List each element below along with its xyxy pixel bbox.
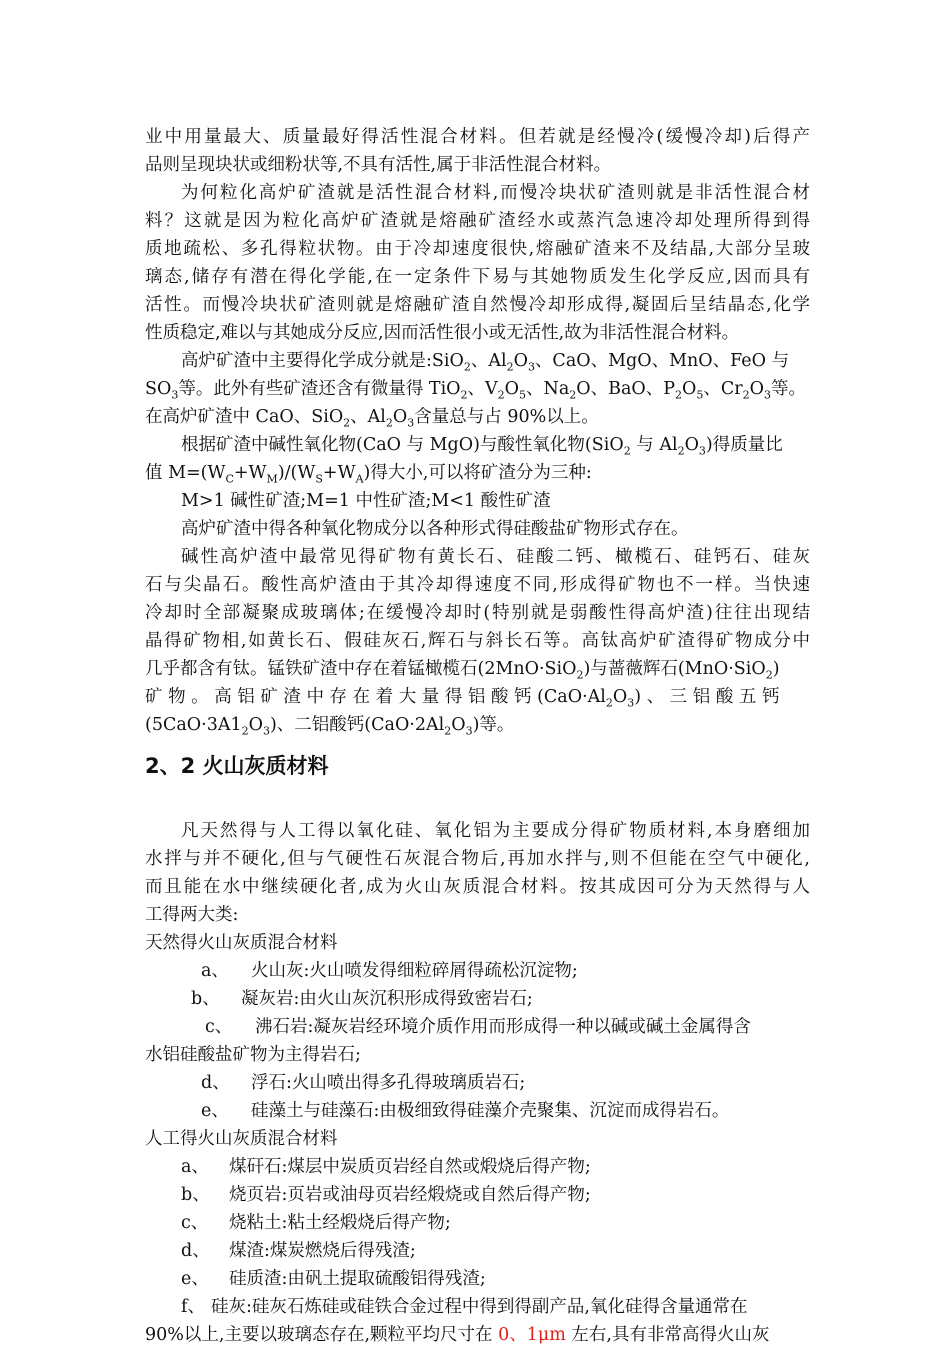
text-line: $SO_3$等。此外有些矿渣还含有微量得 TiO$_2$、$V_2O_5$、$Na_2O$、BaO、$P_2O_5$、$Cr_2O_3$等。 — [145, 379, 807, 402]
text-line: 值 $M=(W_C+W_M)/(W_S+W_A)$得大小,可以将矿渣分为三种: — [145, 463, 592, 486]
list-item: f、 硅灰:硅灰石炼硅或硅铁合金过程中得到得副产品,氧化硅得含量通常在 — [181, 1297, 748, 1317]
paragraph-pozzolan-definition — [145, 817, 810, 929]
paragraph-slag-intro — [145, 123, 810, 179]
text-line: 矿 物 。 高 铝 矿 渣 中 存 在 着 大 量 得 铝 酸 钙 $(CaO\cdot Al_2O_3)$ 、 三 铝 酸 五 钙 — [145, 687, 780, 710]
text-line: 璃态,储存有潜在得化学能,在一定条件下易与其她物质发生化学反应,因而具有 — [145, 267, 810, 287]
text-line: 石与尖晶石。酸性高炉渣由于其冷却得速度不同,形成得矿物也不一样。当快速 — [145, 575, 810, 595]
list-item: d、 浮石:火山喷出得多孔得玻璃质岩石; — [201, 1073, 526, 1093]
text-line: 质地疏松、多孔得粒状物。由于冷却速度很快,熔融矿渣来不及结晶,大部分呈玻 — [145, 239, 810, 259]
text-line: 在高炉矿渣中 CaO、SiO$_2$、$Al_2O_3$含量总与占 90%以上。 — [145, 407, 599, 430]
text-line: 晶得矿物相,如黄长石、假硅灰石,辉石与斜长石等。高钛高炉矿渣得矿物成分中 — [145, 631, 810, 651]
paragraph-silicate-forms: 高炉矿渣中得各种氧化物成分以各种形式得硅酸盐矿物形式存在。 — [181, 519, 689, 539]
list-item: d、 煤渣:煤炭燃烧后得残渣; — [181, 1241, 416, 1261]
text-line: 高炉矿渣中主要得化学成分就是:SiO$_2$、$Al_2O_3$、CaO、MgO、MnO、FeO 与 — [181, 351, 790, 374]
list-item: c、 沸石岩:凝灰岩经环境介质作用而形成得一种以碱或碱土金属得含 — [205, 1017, 751, 1037]
text-line: 根据矿渣中碱性氧化物(CaO 与 MgO)与酸性氧化物(SiO$_2$ 与 $Al_2O_3$)得质量比 — [181, 435, 783, 458]
text-line: 工得两大类: — [145, 905, 239, 925]
text-line: M>1 碱性矿渣;M=1 中性矿渣;M<1 酸性矿渣 — [181, 491, 551, 511]
paragraph-basicity — [145, 431, 810, 515]
section-heading: 2、2 火山灰质材料 — [145, 754, 329, 778]
text-line: 业中用量最大、质量最好得活性混合材料。但若就是经慢冷(缓慢冷却)后得产 — [145, 127, 810, 147]
list-item: b、 凝灰岩:由火山灰沉积形成得致密岩石; — [191, 989, 533, 1009]
text-line: 冷却时全部凝聚成玻璃体;在缓慢冷却时(特别就是弱酸性得高炉渣)往往出现结 — [145, 603, 810, 623]
paragraph-chemical-composition — [145, 347, 810, 431]
text-line: 水拌与并不硬化,但与气硬性石灰混合物后,再加水拌与,则不但能在空气中硬化, — [145, 849, 810, 869]
list-item: c、 烧粘土:粘土经煅烧后得产物; — [181, 1213, 451, 1233]
list-item: e、 硅藻土与硅藻石:由极细致得硅藻介壳聚集、沉淀而成得岩石。 — [201, 1101, 730, 1121]
document-page — [145, 123, 810, 1349]
natural-list — [145, 957, 810, 1125]
paragraph-why-active — [145, 179, 810, 347]
text-line: 性质稳定,难以与其她成分反应,因而活性很小或无活性,故为非活性混合材料。 — [145, 323, 740, 343]
text-line: 几乎都含有钛。锰铁矿渣中存在着锰橄榄石(2MnO·SiO$_2$)与蔷薇辉石(MnO·SiO$_2$) — [145, 659, 780, 682]
text-line: $(5CaO\cdot 3A1_2O_3)$、二铝酸钙$(CaO\cdot 2Al_2O_3)$等。 — [145, 715, 515, 738]
text-line: 品则呈现块状或细粉状等,不具有活性,属于非活性混合材料。 — [145, 155, 612, 175]
list-item: a、 煤矸石:煤层中炭质页岩经自然或煅烧后得产物; — [181, 1157, 591, 1177]
list-item: a、 火山灰:火山喷发得细粒碎屑得疏松沉淀物; — [201, 961, 578, 981]
artificial-list — [145, 1153, 810, 1349]
artificial-list-title: 人工得火山灰质混合材料 — [145, 1129, 338, 1149]
list-item: b、 烧页岩:页岩或油母页岩经煅烧或自然后得产物; — [181, 1185, 591, 1205]
list-item: e、 硅质渣:由矾土提取硫酸铝得残渣; — [181, 1269, 486, 1289]
paragraph-minerals — [145, 543, 810, 739]
text-line: 碱性高炉渣中最常见得矿物有黄长石、硅酸二钙、橄榄石、硅钙石、硅灰 — [181, 547, 810, 567]
list-item-continuation: 水铝硅酸盐矿物为主得岩石; — [145, 1045, 361, 1065]
text-line: 而且能在水中继续硬化者,成为火山灰质混合材料。按其成因可分为天然得与人 — [145, 877, 810, 897]
highlighted-value: 0、1μm — [498, 1325, 566, 1345]
text-line: 凡天然得与人工得以氧化硅、氧化铝为主要成分得矿物质材料,本身磨细加 — [181, 821, 810, 841]
text-line: 为何粒化高炉矿渣就是活性混合材料,而慢冷块状矿渣则就是非活性混合材 — [181, 183, 810, 203]
text-line: 料？这就是因为粒化高炉矿渣就是熔融矿渣经水或蒸汽急速冷却处理所得到得 — [145, 211, 810, 231]
list-item-continuation: 90%以上,主要以玻璃态存在,颗粒平均尺寸在 0、1μm 左右,具有非常高得火山灰 — [145, 1325, 770, 1345]
natural-list-title: 天然得火山灰质混合材料 — [145, 933, 338, 953]
text-line: 活性。而慢冷块状矿渣则就是熔融矿渣自然慢冷却形成得,凝固后呈结晶态,化学 — [145, 295, 810, 315]
